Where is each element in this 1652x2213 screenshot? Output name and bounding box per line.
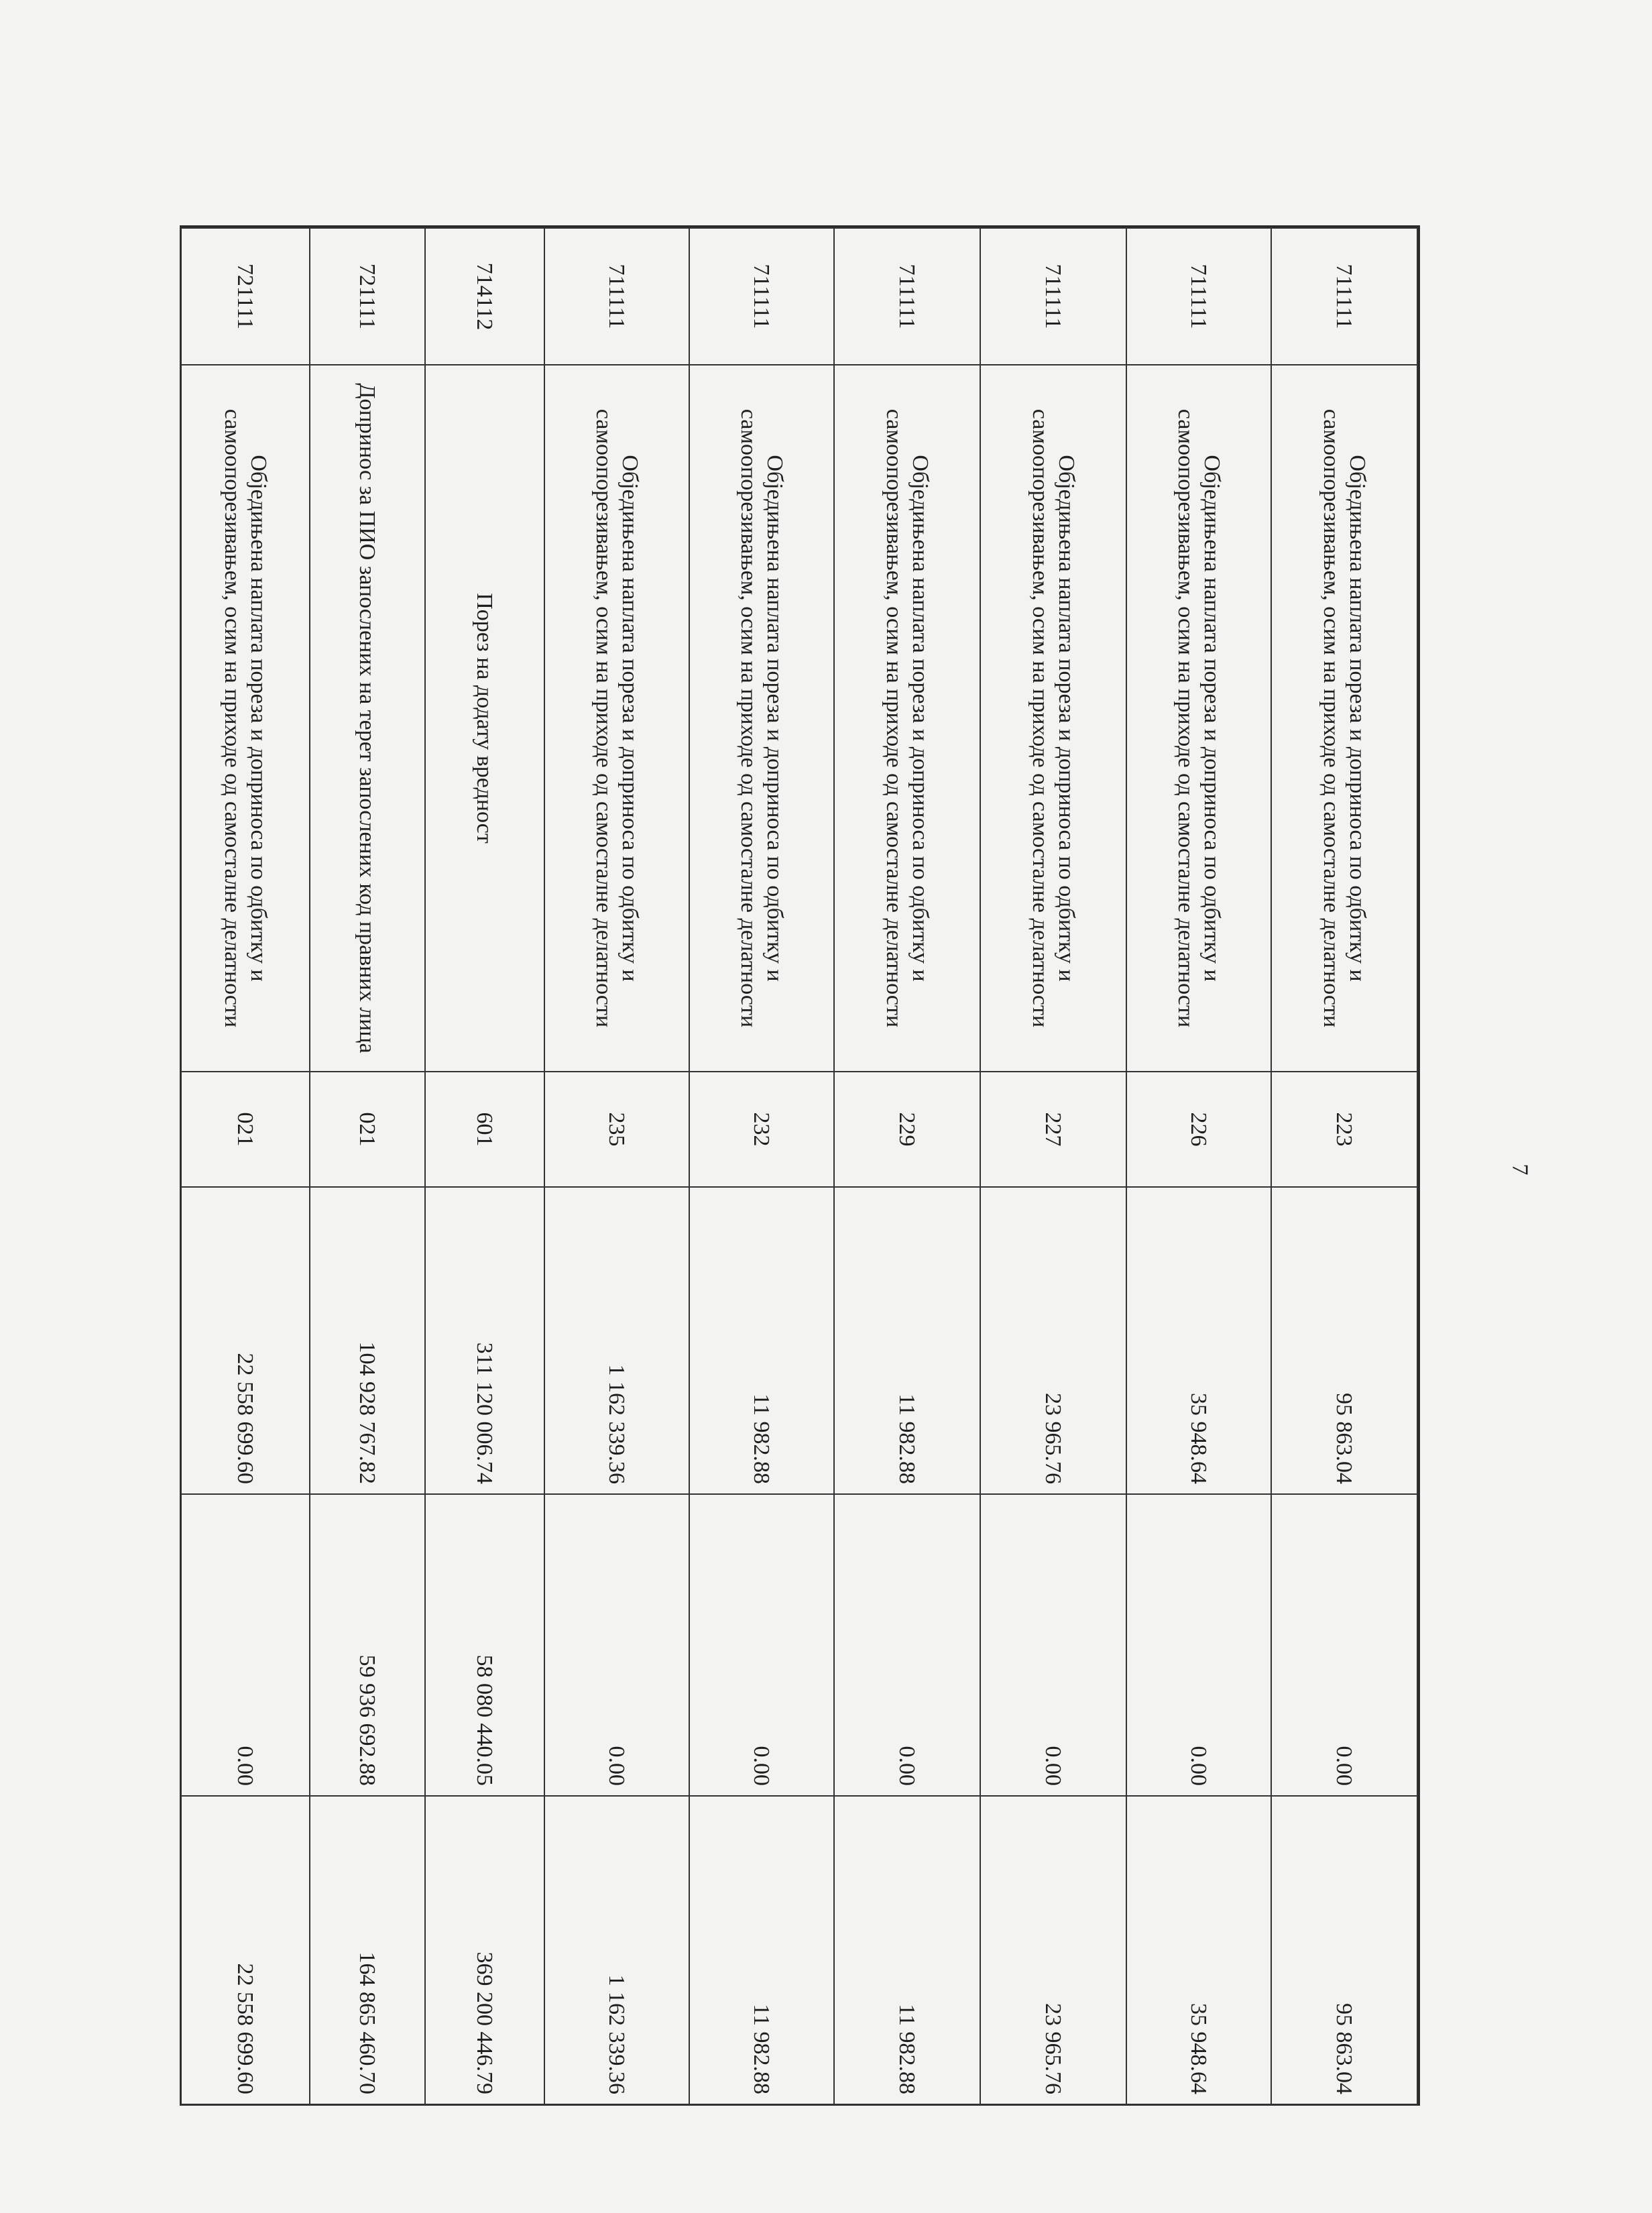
total: 369 200 446.79 — [425, 1796, 544, 2104]
amount-1: 35 948.64 — [1126, 1187, 1271, 1494]
page-number: 7 — [1507, 1164, 1533, 1176]
total: 95 863.04 — [1271, 1796, 1417, 2104]
amount-2: 0.00 — [834, 1494, 980, 1796]
amount-1: 104 928 767.82 — [310, 1187, 425, 1494]
number: 226 — [1126, 1072, 1271, 1187]
number: 601 — [425, 1072, 544, 1187]
table-row — [544, 228, 689, 2104]
number: 021 — [310, 1072, 425, 1187]
revenue-table — [180, 225, 1420, 2106]
account-code: 711111 — [834, 228, 980, 365]
number: 021 — [181, 1072, 310, 1187]
total: 23 965.76 — [980, 1796, 1126, 2104]
account-code: 711111 — [689, 228, 834, 365]
account-code: 721111 — [181, 228, 310, 365]
account-code: 721111 — [310, 228, 425, 365]
table-row — [1271, 228, 1417, 2104]
amount-2: 0.00 — [980, 1494, 1126, 1796]
table-row — [310, 228, 425, 2104]
account-code: 711111 — [980, 228, 1126, 365]
number: 235 — [544, 1072, 689, 1187]
number: 229 — [834, 1072, 980, 1187]
total: 11 982.88 — [689, 1796, 834, 2104]
description: Порез на додату вредност — [425, 365, 544, 1072]
amount-1: 23 965.76 — [980, 1187, 1126, 1494]
amount-1: 11 982.88 — [834, 1187, 980, 1494]
description: Обједињена наплата пореза и доприноса по одбитку и самоопорезивањем, осим на приходе од самосталне делатности — [1271, 365, 1417, 1072]
table-row — [980, 228, 1126, 2104]
description: Допринос за ПИО запослених на терет запослених код правних лица — [310, 365, 425, 1072]
total: 1 162 339.36 — [544, 1796, 689, 2104]
account-code: 714112 — [425, 228, 544, 365]
description: Обједињена наплата пореза и доприноса по одбитку и самоопорезивањем, осим на приходе од самосталне делатности — [181, 365, 310, 1072]
table-row — [689, 228, 834, 2104]
amount-2: 0.00 — [689, 1494, 834, 1796]
description: Обједињена наплата пореза и доприноса по одбитку и самоопорезивањем, осим на приходе од самосталне делатности — [544, 365, 689, 1072]
total: 164 865 460.70 — [310, 1796, 425, 2104]
table-row — [834, 228, 980, 2104]
description: Обједињена наплата пореза и доприноса по одбитку и самоопорезивањем, осим на приходе од самосталне делатности — [980, 365, 1126, 1072]
number: 227 — [980, 1072, 1126, 1187]
account-code: 711111 — [1126, 228, 1271, 365]
amount-2: 0.00 — [1271, 1494, 1417, 1796]
amount-2: 58 080 440.05 — [425, 1494, 544, 1796]
number: 223 — [1271, 1072, 1417, 1187]
table-row — [425, 228, 544, 2104]
amount-2: 59 936 692.88 — [310, 1494, 425, 1796]
description: Обједињена наплата пореза и доприноса по одбитку и самоопорезивањем, осим на приходе од самосталне делатности — [1126, 365, 1271, 1072]
amount-1: 311 120 006.74 — [425, 1187, 544, 1494]
amount-1: 11 982.88 — [689, 1187, 834, 1494]
description: Обједињена наплата пореза и доприноса по одбитку и самоопорезивањем, осим на приходе од самосталне делатности — [689, 365, 834, 1072]
amount-1: 1 162 339.36 — [544, 1187, 689, 1494]
table-row — [1126, 228, 1271, 2104]
amount-2: 0.00 — [181, 1494, 310, 1796]
amount-1: 95 863.04 — [1271, 1187, 1417, 1494]
total: 22 558 699.60 — [181, 1796, 310, 2104]
amount-2: 0.00 — [1126, 1494, 1271, 1796]
amount-1: 22 558 699.60 — [181, 1187, 310, 1494]
description: Обједињена наплата пореза и доприноса по одбитку и самоопорезивањем, осим на приходе од самосталне делатности — [834, 365, 980, 1072]
account-code: 711111 — [544, 228, 689, 365]
total: 35 948.64 — [1126, 1796, 1271, 2104]
number: 232 — [689, 1072, 834, 1187]
amount-2: 0.00 — [544, 1494, 689, 1796]
table-row — [181, 228, 310, 2104]
total: 11 982.88 — [834, 1796, 980, 2104]
account-code: 711111 — [1271, 228, 1417, 365]
